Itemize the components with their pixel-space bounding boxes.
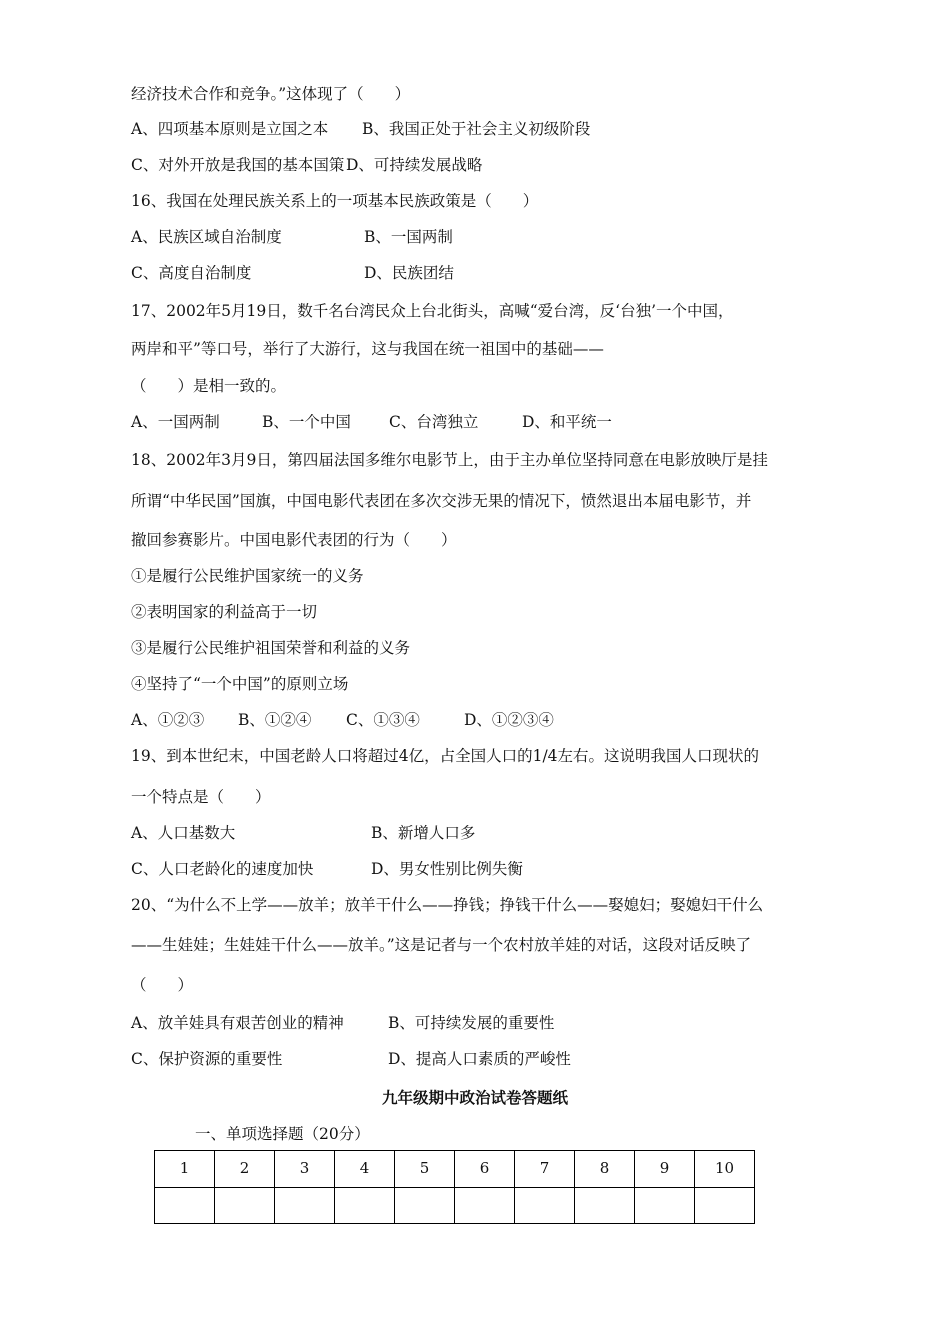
q15-option-a: A、四项基本原则是立国之本	[131, 120, 329, 138]
q20-options-row1	[131, 1013, 831, 1033]
q15-options-row1	[131, 119, 831, 139]
answer-table	[154, 1150, 755, 1224]
q15-options-row2	[131, 155, 831, 175]
answer-cell[interactable]	[455, 1188, 515, 1224]
answer-number: 8	[575, 1151, 635, 1188]
q18-option-d: D、①②③④	[464, 711, 554, 729]
answer-number: 7	[515, 1151, 575, 1188]
answer-number: 6	[455, 1151, 515, 1188]
answer-cell[interactable]	[335, 1188, 395, 1224]
q18-stem-line1: 18、2002年3月9日，第四届法国多维尔电影节上，由于主办单位坚持同意在电影放映厅是挂	[131, 451, 768, 469]
answer-cell[interactable]	[275, 1188, 335, 1224]
q15-option-c: C、对外开放是我国的基本国策	[131, 156, 345, 174]
q19-stem-line2: 一个特点是（ ）	[131, 788, 271, 806]
q17-option-d: D、和平统一	[522, 413, 612, 431]
q19-option-d: D、男女性别比例失衡	[371, 860, 523, 878]
q18-stem-line3: 撤回参赛影片。中国电影代表团的行为（ ）	[131, 531, 457, 549]
q16-stem: 16、我国在处理民族关系上的一项基本民族政策是（ ）	[131, 192, 539, 210]
answer-cell[interactable]	[395, 1188, 455, 1224]
q20-stem-line2: ——生娃娃；生娃娃干什么——放羊。”这是记者与一个农村放羊娃的对话，这段对话反映了	[131, 936, 752, 954]
q16-options-row2	[131, 263, 831, 283]
q18-options	[131, 710, 831, 730]
q18-option-b: B、①②④	[238, 711, 312, 729]
q18-stem-line2: 所谓“中华民国”国旗，中国电影代表团在多次交涉无果的情况下，愤然退出本届电影节，并	[131, 492, 752, 510]
answer-number: 2	[215, 1151, 275, 1188]
q18-option-c: C、①③④	[346, 711, 420, 729]
answer-number: 1	[155, 1151, 215, 1188]
answer-cell[interactable]	[695, 1188, 755, 1224]
answer-table-blank-row	[155, 1188, 755, 1224]
q20-option-a: A、放羊娃具有艰苦创业的精神	[131, 1014, 344, 1032]
q20-stem-line1: 20、“为什么不上学——放羊；放羊干什么——挣钱；挣钱干什么——娶媳妇；娶媳妇干什么	[131, 896, 764, 914]
q18-statement-1: ①是履行公民维护国家统一的义务	[131, 567, 364, 585]
q20-stem-line3: （ ）	[131, 976, 194, 994]
answer-cell[interactable]	[215, 1188, 275, 1224]
q17-option-a: A、一国两制	[131, 413, 220, 431]
q16-option-b: B、一国两制	[364, 228, 453, 246]
q20-option-d: D、提高人口素质的严峻性	[388, 1050, 571, 1068]
q17-options	[131, 412, 831, 432]
q19-option-b: B、新增人口多	[371, 824, 476, 842]
q18-option-a: A、①②③	[131, 711, 205, 729]
q17-stem-line1: 17、2002年5月19日，数千名台湾民众上台北街头，高喊“爱台湾，反‘台独’一个中国，	[131, 302, 734, 320]
q18-statement-3: ③是履行公民维护祖国荣誉和利益的义务	[131, 639, 411, 657]
q18-statement-2: ②表明国家的利益高于一切	[131, 603, 318, 621]
q17-stem-line3: （ ）是相一致的。	[131, 377, 287, 395]
q15-stem: 经济技术合作和竞争。”这体现了（ ）	[131, 85, 411, 103]
answer-section-heading: 一、单项选择题（20分）	[195, 1125, 370, 1143]
answer-cell[interactable]	[575, 1188, 635, 1224]
q19-option-c: C、人口老龄化的速度加快	[131, 860, 314, 878]
q19-option-a: A、人口基数大	[131, 824, 236, 842]
q17-option-b: B、一个中国	[262, 413, 351, 431]
q17-stem-line2: 两岸和平”等口号，举行了大游行，这与我国在统一祖国中的基础——	[131, 340, 604, 358]
answer-cell[interactable]	[155, 1188, 215, 1224]
q16-option-d: D、民族团结	[364, 264, 454, 282]
answer-table-header-row	[155, 1151, 755, 1188]
answer-number: 5	[395, 1151, 455, 1188]
q19-stem-line1: 19、到本世纪末，中国老龄人口将超过4亿，占全国人口的1/4左右。这说明我国人口现状的	[131, 747, 760, 765]
q19-options-row1	[131, 823, 831, 843]
answer-number: 3	[275, 1151, 335, 1188]
q19-options-row2	[131, 859, 831, 879]
q16-options-row1	[131, 227, 831, 247]
q20-options-row2	[131, 1049, 831, 1069]
q20-option-c: C、保护资源的重要性	[131, 1050, 283, 1068]
q15-option-d: D、可持续发展战略	[346, 156, 483, 174]
q17-option-c: C、台湾独立	[389, 413, 479, 431]
answer-number: 9	[635, 1151, 695, 1188]
answer-sheet-title: 九年级期中政治试卷答题纸	[381, 1089, 568, 1107]
q16-option-c: C、高度自治制度	[131, 264, 252, 282]
answer-number: 10	[695, 1151, 755, 1188]
q18-statement-4: ④坚持了“一个中国”的原则立场	[131, 675, 349, 693]
q15-option-b: B、我国正处于社会主义初级阶段	[362, 120, 591, 138]
q20-option-b: B、可持续发展的重要性	[388, 1014, 555, 1032]
answer-cell[interactable]	[515, 1188, 575, 1224]
q16-option-a: A、民族区域自治制度	[131, 228, 282, 246]
answer-number: 4	[335, 1151, 395, 1188]
answer-cell[interactable]	[635, 1188, 695, 1224]
